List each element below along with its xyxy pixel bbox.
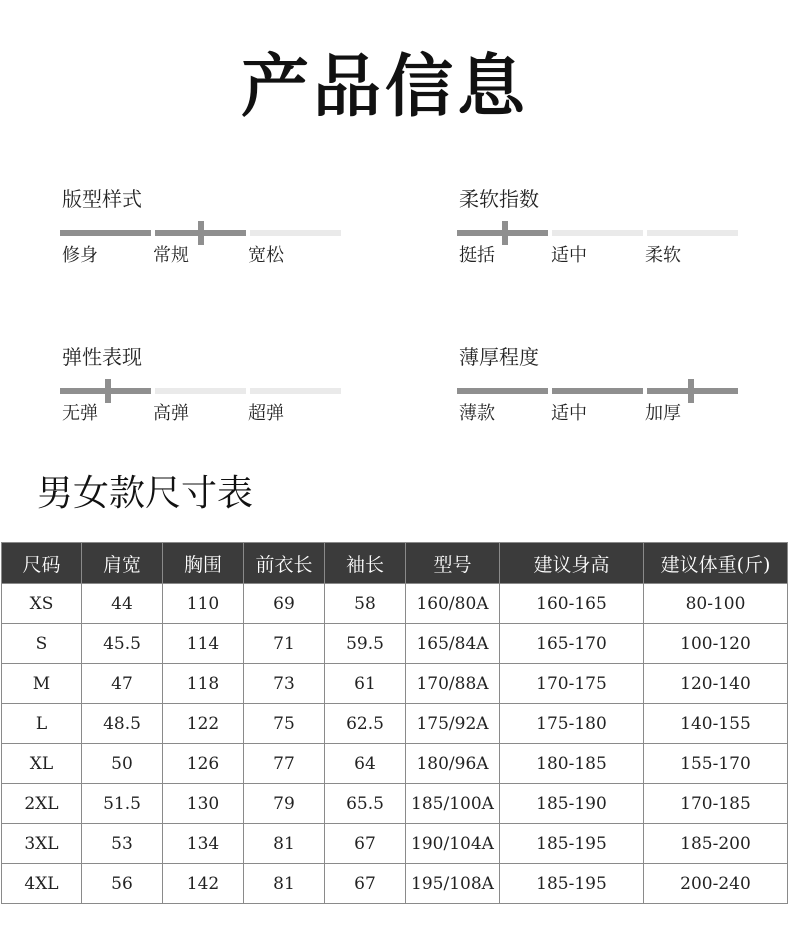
table-cell: S — [2, 624, 82, 664]
table-cell: 71 — [244, 624, 325, 664]
table-cell: 126 — [163, 744, 244, 784]
table-cell: M — [2, 664, 82, 704]
scale-segment — [552, 388, 643, 394]
table-cell: 67 — [325, 824, 406, 864]
page-title: 产品信息 — [240, 48, 529, 127]
table-cell: 134 — [163, 824, 244, 864]
table-cell: 69 — [244, 584, 325, 624]
scale-label: 常规 — [153, 245, 189, 266]
scale-label: 超弹 — [248, 403, 284, 424]
table-row — [2, 704, 788, 744]
table-cell: 185-195 — [500, 864, 644, 904]
scale-label: 挺括 — [459, 245, 495, 266]
attribute-thickness — [457, 344, 739, 444]
scale-segment — [250, 230, 341, 236]
table-cell: 160/80A — [406, 584, 500, 624]
table-cell: 58 — [325, 584, 406, 624]
table-cell: 73 — [244, 664, 325, 704]
column-header: 肩宽 — [82, 543, 163, 584]
table-row — [2, 784, 788, 824]
column-header: 前衣长 — [244, 543, 325, 584]
table-row — [2, 744, 788, 784]
table-cell: L — [2, 704, 82, 744]
table-cell: 122 — [163, 704, 244, 744]
table-cell: 185-195 — [500, 824, 644, 864]
column-header: 胸围 — [163, 543, 244, 584]
attribute-fit — [60, 186, 342, 286]
size-table — [1, 542, 788, 904]
column-header: 建议身高 — [500, 543, 644, 584]
attribute-title: 薄厚程度 — [459, 345, 539, 369]
column-header: 袖长 — [325, 543, 406, 584]
table-row — [2, 624, 788, 664]
attribute-scale — [60, 230, 342, 236]
table-cell: 67 — [325, 864, 406, 904]
table-cell: 114 — [163, 624, 244, 664]
table-cell: 79 — [244, 784, 325, 824]
table-cell: 48.5 — [82, 704, 163, 744]
table-cell: 50 — [82, 744, 163, 784]
attribute-elasticity — [60, 344, 342, 444]
table-cell: 100-120 — [644, 624, 788, 664]
table-row — [2, 584, 788, 624]
table-cell: 120-140 — [644, 664, 788, 704]
table-cell: XL — [2, 744, 82, 784]
scale-label: 薄款 — [459, 403, 495, 424]
scale-label: 加厚 — [645, 403, 681, 424]
table-cell: 170-185 — [644, 784, 788, 824]
table-cell: 2XL — [2, 784, 82, 824]
table-cell: 185/100A — [406, 784, 500, 824]
table-cell: 175-180 — [500, 704, 644, 744]
size-chart-title: 男女款尺寸表 — [37, 473, 254, 514]
scale-label: 高弹 — [153, 403, 189, 424]
scale-segment — [60, 230, 151, 236]
scale-segment — [155, 388, 246, 394]
table-cell: 118 — [163, 664, 244, 704]
table-row — [2, 664, 788, 704]
scale-marker — [502, 221, 508, 245]
scale-marker — [105, 379, 111, 403]
table-cell: 77 — [244, 744, 325, 784]
table-cell: 3XL — [2, 824, 82, 864]
table-cell: 185-190 — [500, 784, 644, 824]
table-cell: 56 — [82, 864, 163, 904]
table-cell: 160-165 — [500, 584, 644, 624]
scale-label: 无弹 — [62, 403, 98, 424]
table-cell: 180/96A — [406, 744, 500, 784]
scale-label: 宽松 — [248, 245, 284, 266]
table-row — [2, 824, 788, 864]
table-cell: 4XL — [2, 864, 82, 904]
column-header: 建议体重(斤) — [644, 543, 788, 584]
table-cell: 81 — [244, 864, 325, 904]
column-header: 尺码 — [2, 543, 82, 584]
scale-segment — [552, 230, 643, 236]
table-cell: 140-155 — [644, 704, 788, 744]
table-cell: 170/88A — [406, 664, 500, 704]
table-cell: XS — [2, 584, 82, 624]
table-cell: 130 — [163, 784, 244, 824]
table-cell: 175/92A — [406, 704, 500, 744]
scale-label: 修身 — [62, 245, 98, 266]
table-cell: 61 — [325, 664, 406, 704]
table-cell: 53 — [82, 824, 163, 864]
table-cell: 62.5 — [325, 704, 406, 744]
scale-segment — [457, 388, 548, 394]
table-cell: 45.5 — [82, 624, 163, 664]
table-cell: 180-185 — [500, 744, 644, 784]
attribute-scale — [457, 388, 739, 394]
table-cell: 65.5 — [325, 784, 406, 824]
table-cell: 64 — [325, 744, 406, 784]
table-cell: 51.5 — [82, 784, 163, 824]
attribute-softness — [457, 186, 739, 286]
table-cell: 81 — [244, 824, 325, 864]
scale-segment — [250, 388, 341, 394]
table-cell: 190/104A — [406, 824, 500, 864]
scale-label: 柔软 — [645, 245, 681, 266]
table-cell: 200-240 — [644, 864, 788, 904]
column-header: 型号 — [406, 543, 500, 584]
scale-segment — [647, 230, 738, 236]
table-cell: 80-100 — [644, 584, 788, 624]
scale-marker — [198, 221, 204, 245]
scale-label: 适中 — [551, 245, 587, 266]
scale-label: 适中 — [551, 403, 587, 424]
table-cell: 165/84A — [406, 624, 500, 664]
table-header-row — [2, 543, 788, 584]
table-cell: 110 — [163, 584, 244, 624]
table-cell: 59.5 — [325, 624, 406, 664]
table-cell: 170-175 — [500, 664, 644, 704]
table-cell: 44 — [82, 584, 163, 624]
table-cell: 47 — [82, 664, 163, 704]
attribute-scale — [60, 388, 342, 394]
table-cell: 185-200 — [644, 824, 788, 864]
table-cell: 75 — [244, 704, 325, 744]
table-cell: 142 — [163, 864, 244, 904]
scale-marker — [688, 379, 694, 403]
attribute-scale — [457, 230, 739, 236]
table-cell: 165-170 — [500, 624, 644, 664]
table-cell: 155-170 — [644, 744, 788, 784]
attribute-title: 版型样式 — [62, 187, 142, 211]
table-row — [2, 864, 788, 904]
table-cell: 195/108A — [406, 864, 500, 904]
attribute-title: 弹性表现 — [62, 345, 142, 369]
attribute-title: 柔软指数 — [459, 187, 539, 211]
